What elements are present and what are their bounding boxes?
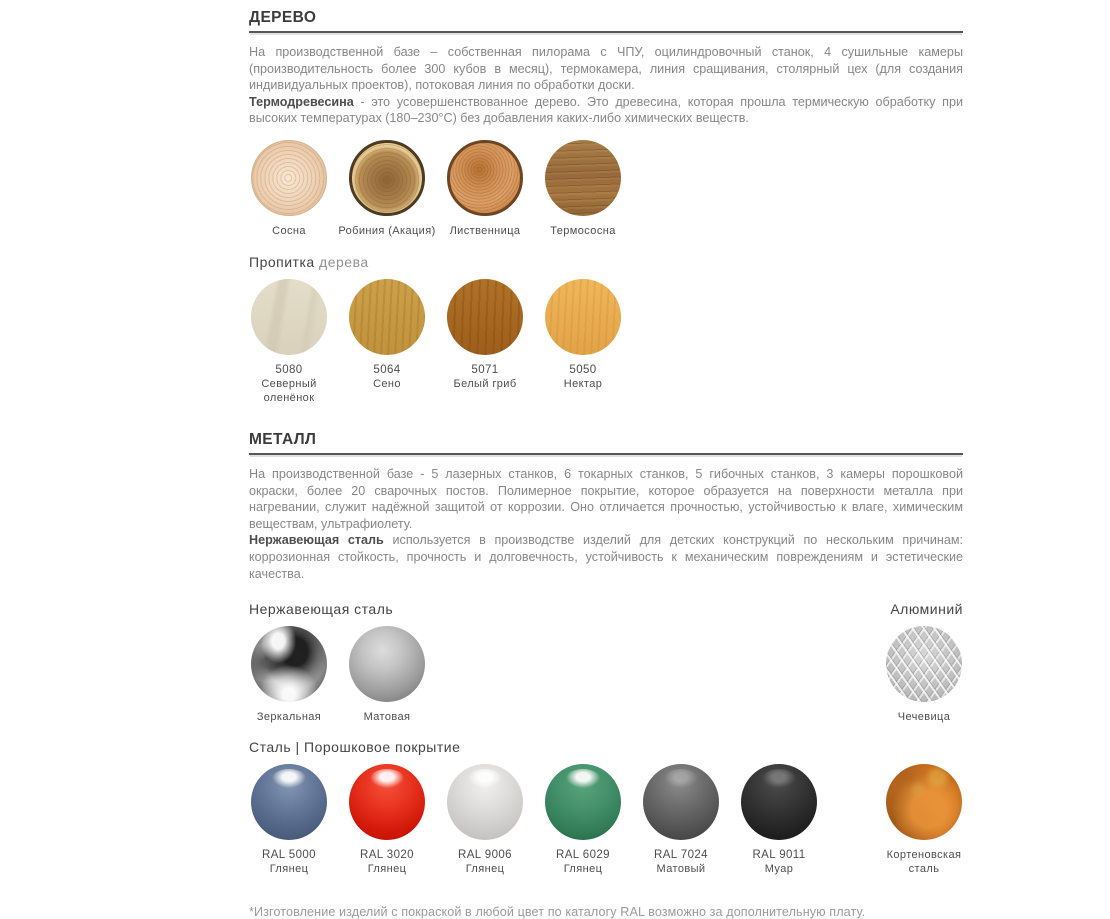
impregnation-swatch-5071 xyxy=(436,279,534,391)
metal-paragraph-2-lead: Нержавеющая сталь xyxy=(249,533,384,548)
swatch-5080-code: 5080 xyxy=(275,363,303,376)
ral5000-swatch-image xyxy=(251,764,327,840)
aluminum-finish-label: Чечевица xyxy=(897,711,951,724)
wood-paragraph-2-rest: - это усовершенствованное дерево. Это древесина, которая прошла термическую обработку при высоких температурах (180–230°С) без добавления каких-либо химических веществ. xyxy=(249,94,963,126)
wood-species-larch xyxy=(436,140,534,238)
pine-swatch-image xyxy=(251,140,327,216)
ral-footnote: *Изготовление изделий с покраской в любой цвет по каталогу RAL возможно за дополнительную плату. xyxy=(249,905,866,919)
stainless-aluminum-heads xyxy=(249,601,963,617)
larch-swatch-image xyxy=(447,140,523,216)
powder-ral9006 xyxy=(436,764,534,876)
swatch-5071-image xyxy=(447,279,523,355)
impregnation-swatch-5064 xyxy=(338,279,436,391)
swatch-5050-name: Нектар xyxy=(563,377,603,390)
aluminum-diamond-plate-image xyxy=(886,626,962,702)
wood-species-thermopine xyxy=(534,140,632,238)
ral6029-swatch-image xyxy=(545,764,621,840)
corten-steel-image xyxy=(886,764,962,840)
powder-ral7024 xyxy=(632,764,730,876)
ral3020-code: RAL 3020 xyxy=(360,849,414,862)
wood-section-title: ДЕРЕВО xyxy=(249,0,963,33)
ral9006-finish: Глянец xyxy=(465,863,505,876)
ral3020-swatch-image xyxy=(349,764,425,840)
powder-subhead xyxy=(249,739,963,755)
swatch-5064-image xyxy=(349,279,425,355)
metal-section-title: МЕТАЛЛ xyxy=(249,422,963,455)
matte-steel-image xyxy=(349,626,425,702)
powder-subhead-rest: Порошковое покрытие xyxy=(304,739,461,756)
ral7024-swatch-image xyxy=(643,764,719,840)
powder-corten xyxy=(875,764,973,876)
wood-species-pine xyxy=(240,140,338,238)
swatch-5080-name: Северный оленёнок xyxy=(261,377,317,404)
impregnation-subhead-main: Пропитка xyxy=(249,253,315,270)
ral9011-code: RAL 9011 xyxy=(752,849,806,862)
corten-label-line1: Кортеновская xyxy=(886,849,962,862)
robinia-label: Робиния (Акация) xyxy=(338,224,436,237)
corten-label-line2: сталь xyxy=(908,863,940,876)
ral3020-finish: Глянец xyxy=(367,863,407,876)
ral9006-swatch-image xyxy=(447,764,523,840)
larch-label: Лиственница xyxy=(449,224,521,237)
impregnation-subhead-light: дерева xyxy=(314,253,369,270)
ral5000-code: RAL 5000 xyxy=(262,849,316,862)
aluminum-subhead: Алюминий xyxy=(890,601,963,618)
wood-paragraph-2 xyxy=(249,94,963,127)
pine-label: Сосна xyxy=(272,224,306,237)
wood-species-robinia xyxy=(338,140,436,238)
ral7024-finish: Матовый xyxy=(656,863,706,876)
stainless-row xyxy=(240,626,963,724)
impregnation-swatch-5050 xyxy=(534,279,632,391)
swatch-5080-image xyxy=(251,279,327,355)
ral5000-finish: Глянец xyxy=(269,863,309,876)
powder-ral6029 xyxy=(534,764,632,876)
ral9006-code: RAL 9006 xyxy=(458,849,512,862)
swatch-5050-code: 5050 xyxy=(569,363,597,376)
ral7024-code: RAL 7024 xyxy=(654,849,708,862)
metal-paragraph-2-rest: используется в производстве изделий для детских конструкций по нескольким причинам: коррозионная стойкость, прочность и долговечность, устойчивость к механическим повреждениям и эстетические качества. xyxy=(249,533,963,581)
stainless-matte xyxy=(338,626,436,724)
ral6029-code: RAL 6029 xyxy=(556,849,610,862)
swatch-5071-code: 5071 xyxy=(471,363,499,376)
impregnation-swatch-5080 xyxy=(240,279,338,405)
matte-steel-label: Матовая xyxy=(363,711,411,724)
mirror-steel-label: Зеркальная xyxy=(256,711,322,724)
metal-paragraph-1: На производственной базе - 5 лазерных станков, 6 токарных станков, 5 гибочных станков, 3 камеры порошковой окраски, более 20 сварочных постов. Полимерное покрытие, которое образуется на поверхности металла при нагревании, служит надёжной защитой от коррозии. Оно отличается прочностью, устойчивостью к влаге, химическим веществам, ультрафиолету. xyxy=(249,466,963,531)
aluminum-cell xyxy=(875,626,973,724)
powder-subhead-main: Сталь xyxy=(249,739,292,756)
swatch-5071-name: Белый гриб xyxy=(453,377,517,390)
swatch-5064-name: Сено xyxy=(373,377,401,390)
swatch-5064-code: 5064 xyxy=(373,363,401,376)
mirror-steel-image xyxy=(251,626,327,702)
impregnation-row xyxy=(240,279,963,405)
powder-ral3020 xyxy=(338,764,436,876)
powder-subhead-sep: | xyxy=(291,739,305,756)
thermopine-label: Термососна xyxy=(550,224,616,237)
ral9011-swatch-image xyxy=(741,764,817,840)
robinia-swatch-image xyxy=(349,140,425,216)
powder-row xyxy=(240,764,963,876)
stainless-subhead: Нержавеющая сталь xyxy=(249,601,394,618)
powder-ral5000 xyxy=(240,764,338,876)
powder-ral9011 xyxy=(730,764,828,876)
impregnation-subhead xyxy=(249,254,963,270)
wood-paragraph-2-lead: Термодревесина xyxy=(249,94,354,109)
metal-paragraph-2 xyxy=(249,532,963,582)
ral6029-finish: Глянец xyxy=(563,863,603,876)
swatch-5050-image xyxy=(545,279,621,355)
wood-paragraph-1: На производственной базе – собственная пилорама с ЧПУ, оцилиндровочный станок, 4 сушильные камеры (производительность более 300 кубов в месяц), термокамера, линия сращивания, столярный цех (для создания индивидуальных проектов), потоковая линия по обработки доски. xyxy=(249,45,963,93)
content-column xyxy=(249,0,963,919)
ral9011-finish: Муар xyxy=(764,863,794,876)
stainless-mirror xyxy=(240,626,338,724)
thermopine-swatch-image xyxy=(545,140,621,216)
wood-species-row xyxy=(240,140,963,238)
